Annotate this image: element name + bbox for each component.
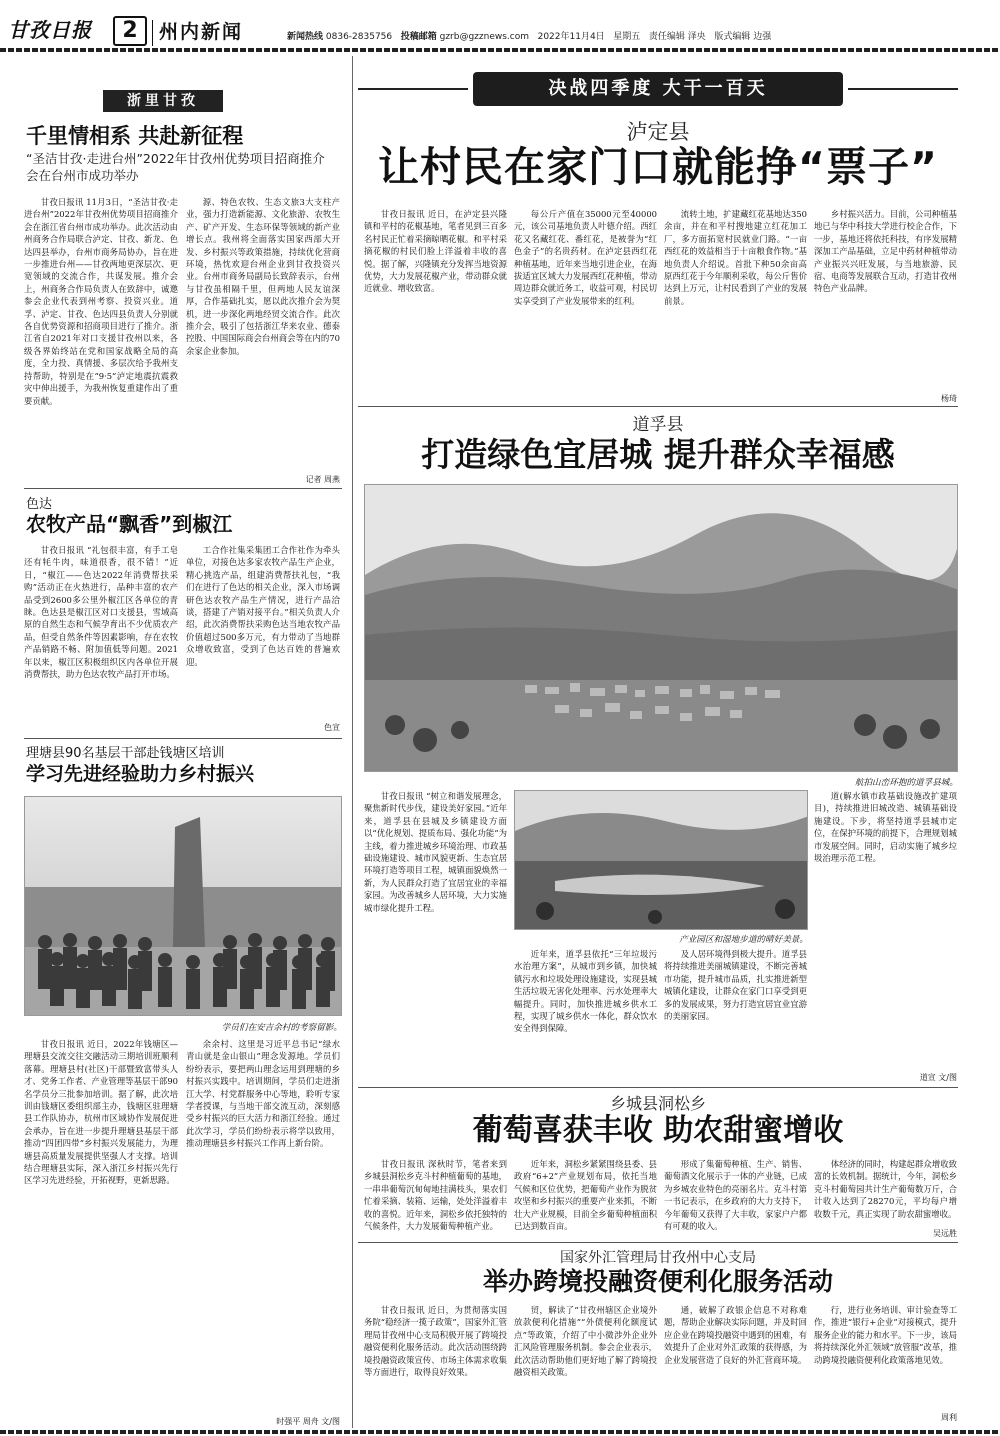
article-1-body-col1 <box>24 196 178 481</box>
story-4-body-col3 <box>664 1304 807 1422</box>
story-3-body-col1 <box>364 1158 507 1236</box>
hotline-label: 新闻热线 <box>287 32 324 42</box>
training-group-photo <box>24 796 342 1016</box>
story-4-body-col4 <box>814 1304 957 1410</box>
divider <box>358 1242 958 1243</box>
designer-label: 版式编辑 <box>714 32 751 42</box>
story-3-text: 甘孜日报讯 深秋时节，笔者来到乡城县洞松乡克斗村种植葡萄的基地，一串串葡萄沉甸甸地挂满枝头，果农们忙着采摘、装箱、运输，处处洋溢着丰收的喜悦。近年来，洞松乡依托独特的气候条件，大力发展葡萄种植产业。 <box>364 1159 507 1232</box>
article-3-body-col2 <box>186 1038 340 1416</box>
email-address: gzrb@gzznews.com <box>439 32 529 42</box>
training-photo-caption: 学员们在安吉余村的考察留影。 <box>221 1023 342 1033</box>
article-3-kicker: 理塘县90名基层干部赴钱塘区培训 <box>26 746 225 761</box>
article-1-headline: 千里情相系 共赴新征程 <box>26 124 244 148</box>
story-4-credit: 周利 <box>941 1413 957 1422</box>
story-2-text: 道(解水镇市政基础设施改扩建项目)，持续推进旧城改造、城镇基础设施建设。下步，将坚持道孚县城市定位，在保护环境的前提下，合理规划城市发展空间。同时，启动实施了城乡垃圾治理示范工程。 <box>814 791 957 864</box>
story-2-body-col3 <box>664 948 807 1080</box>
article-3-headline: 学习先进经验助力乡村振兴 <box>26 763 255 785</box>
article-1-credit: 记者 周燕 <box>305 475 340 484</box>
article-1-body-col2 <box>186 196 340 481</box>
masthead-rule <box>0 48 1000 52</box>
divider <box>24 738 342 739</box>
story-2-body-col4 <box>814 790 957 1072</box>
banner-rule-left <box>358 88 468 90</box>
banner-text: 决战四季度 大干一百天 <box>548 78 768 99</box>
designer-name: 边强 <box>753 32 772 42</box>
editor-name: 泽央 <box>687 32 706 42</box>
story-1-body-col2 <box>514 208 657 400</box>
story-3-kicker: 乡城县洞松乡 <box>609 1094 706 1113</box>
column-tag-box <box>103 90 223 112</box>
story-1-credit: 杨琦 <box>941 394 957 403</box>
group-photo-illustration <box>25 797 342 1016</box>
footer-rule <box>0 1430 1000 1434</box>
story-3-text: 体经济的同时，构建起群众增收致富的长效机制。据统计，今年，洞松乡克斗村葡萄园共计生产葡萄数万斤，合计收入达到了28270元，平均每户增收数千元，真正实现了助农甜蜜增收。 <box>814 1159 957 1219</box>
column-separator <box>352 56 353 1428</box>
article-3-body-col1 <box>24 1038 178 1416</box>
story-1-text: 流转土地，扩建藏红花基地达350余亩，并在和平村搜地建立红花加工厂，多方面拓宽村民就业门路。“一亩西红花的效益相当于十亩粮食作物。”基地负责人介绍说。首批下种50余亩高原西红花于今年顺利采收，每公斤售价达到上万元，让村民看到了产业的发展前景。 <box>664 209 807 306</box>
story-2-headline: 打造绿色宜居城 提升群众幸福感 <box>421 435 895 474</box>
page-number-badge <box>113 16 147 46</box>
story-4-body-col1 <box>364 1304 507 1422</box>
story-4-text: 贸，解读了“甘孜州辖区企业境外放款便利化措施”“外债便利化额度试点”等政策，介绍了中小微涉外企业外汇风险管理服务机制。参会企业表示，此次活动帮助他们更好地了解了跨境投融资相关政策。 <box>514 1305 657 1378</box>
hotline-number: 0836-2835756 <box>325 32 393 42</box>
column-tag: 浙里甘孜 <box>127 93 199 109</box>
story-2-text: 近年来，道孚县依托“三年垃圾污水治理方案”，从城市到乡镇，加快城镇污水和垃圾处理设施建设，实现县城生活垃圾无害化处理率、污水处理率大幅提升。同时，加快推进城乡供水工程，实现了城乡供水一体化，群众饮水安全得到保障。 <box>514 949 657 1034</box>
wetland-photo-illustration <box>515 791 808 930</box>
article-2-body-col1 <box>24 544 178 734</box>
article-2-kicker: 色达 <box>26 497 53 512</box>
story-4-text: 甘孜日报讯 近日，为贯彻落实国务院“稳经济一揽子政策”，国家外汇管理局甘孜州中心支局积极开展了跨境投融资便利化服务活动。此次活动围绕跨境投融资政策宣传、市场主体需求收集等方面进行，取得良好效果。 <box>364 1305 507 1378</box>
story-3-headline: 葡萄喜获丰收 助农甜蜜增收 <box>472 1113 844 1148</box>
article-1-subhead: “圣洁甘孜·走进台州”2022年甘孜州优势项目招商推介会在台州市成功举办 <box>26 151 325 183</box>
campaign-banner <box>358 72 958 106</box>
article-1-text: 源、特色农牧、生态文旅3大支柱产业，强力打造新能源、文化旅游、农牧生产、矿产开发、生态环保等领域的新产业增长点。我州将全面落实国家西部大开发、乡村振兴等政策措施，持续优化营商环境，热忱欢迎台州企业到甘孜投资兴业。台州市商务局副局长致辞表示，台州与甘孜虽相隔千里，但两地人民友谊深厚，合作基础扎实，愿以此次推介会为契机，进一步深化两地经贸交流合作。此次推介会，吸引了包括浙江华来农业、德泰控股、中国国际商会台州商会等在内的70余家企业参加。 <box>186 197 340 356</box>
story-1-headline: 让村民在家门口就能挣“票子” <box>378 143 938 191</box>
story-2-kicker: 道孚县 <box>632 415 684 435</box>
story-2-body-col1 <box>364 790 507 1080</box>
story-1-body-col4 <box>814 208 957 400</box>
story-1-text: 每公斤产值在35000元至40000元，该公司基地负责人叶德介绍。西红花又名藏红花、番红花，是被誉为“红色金子”的名贵药材。在泸定县西红花种植基地，近年来当地引进企业，在海拔适宜区域大力发展西红花种植，带动周边群众就近务工，收益可观，村民切实享受到了产业发展带来的红利。 <box>514 209 657 306</box>
section-label-box <box>152 20 268 46</box>
story-4-text: 行，进行业务培训、审计验查等工作，推进“银行+企业”对接模式，提升服务企业的能力和水平。下一步，该局将持续深化外汇领域“放管服”改革，推动跨境投融资便利化政策落地见效。 <box>814 1305 957 1365</box>
story-3-body-col4 <box>814 1158 957 1228</box>
issue-weekday: 星期五 <box>613 32 641 42</box>
banner-rule-right <box>848 88 958 90</box>
story-3-text: 形成了集葡萄种植、生产、销售、葡萄酒文化展示于一体的产业链，已成为乡城农业特色的亮丽名片。克斗村第一书记表示，在乡政府的大力支持下，今年葡萄又获得了大丰收，家家户户都有可观的收入。 <box>664 1159 807 1232</box>
story-1-body-col1 <box>364 208 507 400</box>
paper-logo <box>8 8 118 48</box>
story-3-body-col3 <box>664 1158 807 1236</box>
article-1-text: 甘孜日报讯 11月3日，“圣洁甘孜·走进台州”2022年甘孜州优势项目招商推介会在浙江省台州市成功举办。此次活动由州商务合作局联合泸定、甘孜、新龙、色达四县举办，台州市商务局协办，旨在进一步推进台州——甘孜两地更深层次、更宽领域的交流合作，共谋发展。推介会上，州商务合作局负责人在致辞中，诚邀参会企业代表到州考察、投资兴业。道孚、泸定、甘孜、色达四县负责人分别就各自优势资源和招商项目进行了推介。浙江省自2021年对口支援甘孜州以来，各级各界始终站在党和国家战略全局的高度，全力投、真情援、多层次给予我州支持帮助，特别是在“9·5”泸定地震抗震救灾中伸出援手，为我州恢复重建作出了重要贡献。 <box>24 197 178 406</box>
story-1-text: 甘孜日报讯 近日，在泸定县兴隆镇和平村的花椒基地，笔者见到三百多名村民正忙着采摘晾晒花椒。和平村采摘花椒的村民们脸上洋溢着丰收的喜悦。据了解，兴隆镇充分发挥当地资源优势，大力发展花椒产业，带动群众就近就业、增收致富。 <box>364 209 507 294</box>
story-3-body-col2 <box>514 1158 657 1236</box>
story-2-text: 及人居环境得到极大提升。道孚县将持续推进美丽城镇建设，不断完善城市功能，提升城市品质，扎实推进新型城镇化建设，让群众在家门口享受到更多的发展成果，努力打造宜居宜业宜游的美丽家园。 <box>664 949 807 1022</box>
article-3-text: 余余村、这里是习近平总书记“绿水青山就是金山银山”理念发源地。学员们纷纷表示，要把两山理念运用到理塘的乡村振兴实践中。培训期间，学员们走进浙江大学、村党群服务中心等地，聆听专家学者授课，与当地干部交流互动，深刻感受乡村振兴的巨大活力和浙江经验。通过此次学习，学员们纷纷表示将学以致用，推动理塘县乡村振兴工作再上新台阶。 <box>186 1039 340 1149</box>
divider <box>358 1087 958 1088</box>
article-3-credit: 时强平 周舟 文/图 <box>276 1417 340 1426</box>
daofu-wetland-photo <box>514 790 808 930</box>
story-4-kicker: 国家外汇管理局甘孜州中心支局 <box>560 1250 756 1266</box>
story-3-text: 近年来，洞松乡紧紧围绕县委、县政府“6+2”产业规划布局，依托当地气候和区位优势，把葡萄产业作为脱贫攻坚和乡村振兴的重要产业来抓，不断壮大产业规模，目前全乡葡萄种植面积已达到数百亩。 <box>514 1159 657 1232</box>
article-2-text: 甘孜日报讯 “礼包很丰富，有手工皂还有牦牛肉，味道很香，很不错！”近日，“椒江——色达2022年消费帮扶采购”活动正在火热进行，品种丰富的农产品受到2600多公里外椒江区各单位的青睐。色达县是椒江区对口支援县，雪域高原的自然生态和气候孕育出不少优质农产品，但受自然条件等因素影响，存在农牧产品销路不畅、附加值低等问题。2021年以来，椒江区积极组织区内各单位开展消费帮扶，助力色达农牧产品打开市场。 <box>24 545 178 680</box>
aerial-photo-illustration <box>365 485 958 772</box>
divider <box>24 488 342 489</box>
section-label: 州内新闻 <box>159 21 244 43</box>
story-2-credit: 道宣 文/图 <box>919 1073 957 1082</box>
daofu-town-aerial-photo <box>364 484 958 772</box>
article-2-credit: 色宣 <box>324 723 340 732</box>
story-4-headline: 举办跨境投融资便利化服务活动 <box>482 1267 833 1296</box>
banner-box <box>473 72 843 106</box>
editor-label: 责任编辑 <box>648 32 685 42</box>
story-2-text: 甘孜日报讯 “树立和谐发展理念，聚焦新时代步伐，建设美好家园。”近年来，道孚县在县城及乡镇建设方面以“优化规划、提质布局、强化功能”为主线，着力推进城乡环境治理、市政基础设施建设、城市风貌更新、生态宜居环境打造等项目工程，城镇面貌焕然一新，为人民群众打造了宜居宜业的幸福家园。为改善城乡人居环境，大力实施城市绿化提升工程。 <box>364 791 507 913</box>
story-1-text: 乡村振兴活力。目前，公司种植基地已与华中科技大学进行校企合作，下一步，基地还将依托科技，有序发展精深加工产品基础，立足中药材种植带动产业振兴兴旺发展，与当地旅游、民宿、电商等发展联合互动，打造甘孜州特色产业品牌。 <box>814 209 957 294</box>
divider <box>358 406 958 407</box>
page-number: 2 <box>122 18 138 43</box>
article-3-text: 甘孜日报讯 近日，2022年钱塘区—理塘县交流交往交融活动三期培训班顺利落幕。理塘县村(社区)干部暨致富带头人才、党务工作者、产业管理等基层干部90名学员分三批参加培训。据了解，此次培训由钱塘区委组织部主办，钱塘区驻理塘县工作队协办，杭州市区域协作发展促进会承办，旨在进一步提升理塘县基层干部推动“四团四带”乡村振兴发展能力，为理塘县高质量发展提供坚强人才支撑。培训结合理塘县实际，深入浙江乡村振兴先行区学习先进经验，开拓视野，更新思路。 <box>24 1039 178 1186</box>
wetland-photo-caption: 产业园区和湿地步道的晴好美景。 <box>679 935 808 945</box>
article-2-body-col2 <box>186 544 340 734</box>
story-2-body-col2-lower <box>514 948 657 1080</box>
masthead-info <box>287 30 993 44</box>
story-4-body-col2 <box>514 1304 657 1422</box>
article-2-text: 工合作社集采集团工合作社作为牵头单位，对接色达多家农牧产品生产企业，精心挑选产品，组建消费帮扶礼包，“我们在进行了色达的相关企业，深入市场调研色达农牧产品生产情况，进行产品洽谈，搭建了产销对接平台。”相关负责人介绍，此次消费帮扶采购色达当地农牧产品价值超过500多万元，有力带动了当地群众增收致富，受到了色达百姓的普遍欢迎。 <box>186 545 340 667</box>
daofu-photo-caption: 航拍山峦环抱的道孚县城。 <box>854 778 958 788</box>
story-3-credit: 吴远胜 <box>933 1229 957 1238</box>
story-1-kicker: 泸定县 <box>626 120 690 144</box>
masthead <box>0 0 1000 52</box>
story-1-body-col3 <box>664 208 807 400</box>
email-label: 投稿邮箱 <box>400 32 437 42</box>
article-2-headline: 农牧产品“飘香”到椒江 <box>26 512 233 536</box>
paper-name: 甘孜日报 <box>8 18 92 42</box>
issue-date: 2022年11月4日 <box>537 32 605 42</box>
story-4-text: 通，破解了政银企信息不对称难题，帮助企业解决实际问题，并及时回应企业在跨境投融资中遇到的困难，有效提升了企业对外汇政策的获得感，为企业发展营造了良好的外汇营商环境。 <box>664 1305 807 1365</box>
